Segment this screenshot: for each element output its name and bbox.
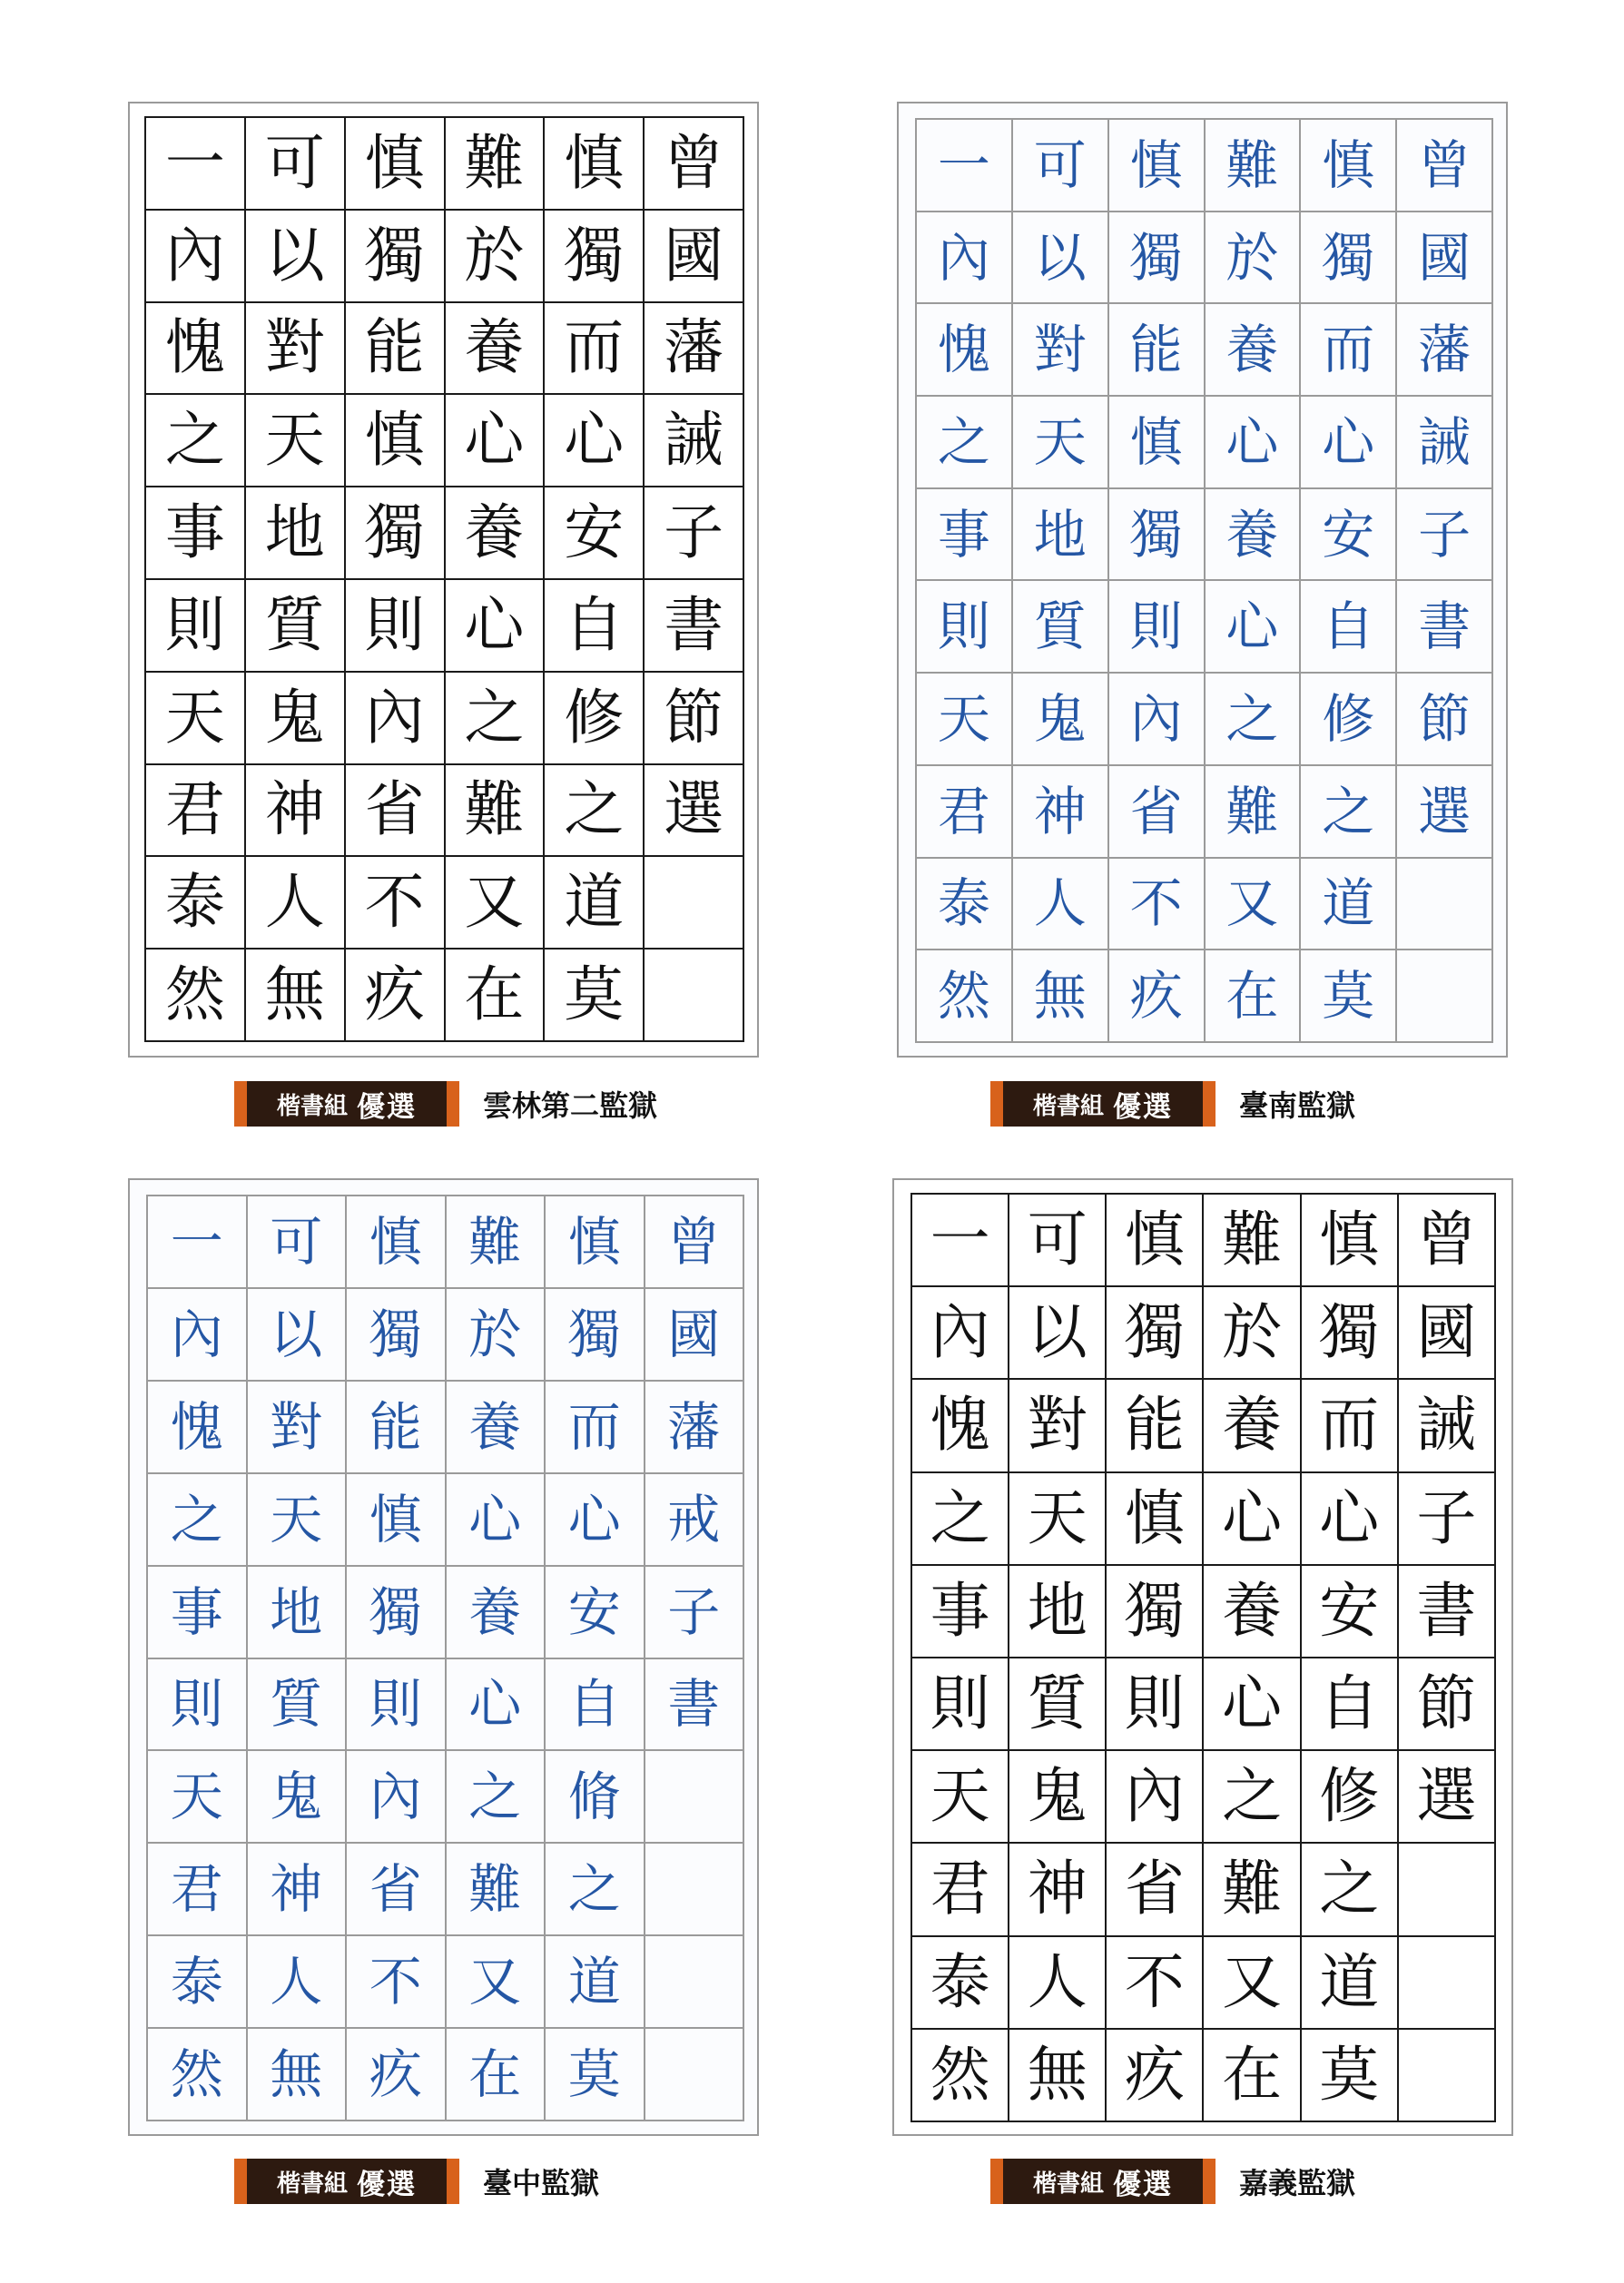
character-cell: 慎 — [1302, 1195, 1399, 1287]
character-cell: 天 — [148, 1751, 248, 1844]
character-cell: 慎 — [346, 118, 446, 211]
caption-main — [247, 1081, 447, 1127]
character-cell: 人 — [248, 1936, 348, 2029]
character-cell: 獨 — [1301, 212, 1397, 305]
institution-name: 臺南監獄 — [1239, 1088, 1356, 1123]
character-cell: 難 — [1204, 1195, 1301, 1287]
category-label: 楷書組 — [1032, 1092, 1104, 1120]
character-cell: 不 — [1109, 859, 1206, 951]
character-cell: 安 — [1302, 1566, 1399, 1658]
character-cell: 獨 — [347, 1567, 447, 1659]
character-cell: 國 — [645, 211, 744, 303]
character-cell: 而 — [545, 303, 645, 396]
character-cell: 獨 — [346, 211, 446, 303]
character-cell: 莫 — [1301, 950, 1397, 1043]
character-cell: 天 — [248, 1474, 348, 1567]
character-cell: 書 — [645, 580, 744, 673]
character-cell: 疚 — [346, 950, 446, 1042]
character-cell: 在 — [446, 950, 546, 1042]
caption-main — [247, 2159, 447, 2204]
character-cell: 心 — [446, 580, 546, 673]
character-cell: 神 — [1009, 1844, 1107, 1936]
character-cell: 對 — [246, 303, 346, 396]
character-cell: 質 — [1013, 581, 1109, 674]
character-cell: 一 — [148, 1196, 248, 1289]
character-cell: 天 — [246, 395, 346, 487]
character-cell: 難 — [447, 1196, 546, 1289]
character-cell: 心 — [1302, 1473, 1399, 1566]
character-cell: 莫 — [545, 950, 645, 1042]
character-cell: 節 — [1399, 1658, 1496, 1751]
character-cell: 之 — [1302, 1844, 1399, 1936]
character-cell: 對 — [1013, 304, 1109, 397]
empty-cell — [645, 1751, 745, 1844]
character-cell: 鬼 — [1009, 1751, 1107, 1844]
caption-stripe-right — [447, 2159, 459, 2204]
calligraphy-sheet — [897, 102, 1508, 1058]
character-cell: 在 — [1206, 950, 1302, 1043]
character-cell: 難 — [446, 118, 546, 211]
character-cell: 愧 — [148, 1382, 248, 1474]
empty-cell — [1399, 1844, 1496, 1936]
character-cell: 安 — [545, 487, 645, 580]
character-cell: 事 — [146, 487, 246, 580]
character-cell: 莫 — [546, 2029, 645, 2121]
character-cell: 省 — [346, 765, 446, 858]
character-cell: 獨 — [1109, 489, 1206, 582]
character-cell: 能 — [347, 1382, 447, 1474]
award-caption — [990, 2159, 1355, 2204]
award-label: 優選 — [357, 1090, 417, 1124]
character-cell: 不 — [347, 1936, 447, 2029]
character-cell: 又 — [1204, 1937, 1301, 2030]
character-cell: 之 — [1206, 674, 1302, 766]
character-cell: 則 — [912, 1658, 1009, 1751]
character-cell: 藩 — [645, 303, 744, 396]
character-cell: 修 — [1302, 1751, 1399, 1844]
character-cell: 然 — [146, 950, 246, 1042]
character-cell: 道 — [1301, 859, 1397, 951]
character-cell: 之 — [912, 1473, 1009, 1566]
character-cell: 泰 — [917, 859, 1013, 951]
character-cell: 則 — [148, 1659, 248, 1752]
character-cell: 質 — [1009, 1658, 1107, 1751]
character-cell: 心 — [446, 395, 546, 487]
character-cell: 節 — [1397, 674, 1493, 766]
caption-stripe-left — [234, 1081, 247, 1127]
character-cell: 於 — [1206, 212, 1302, 305]
award-label-bar — [990, 1081, 1216, 1127]
character-cell: 地 — [1009, 1566, 1107, 1658]
character-cell: 內 — [912, 1287, 1009, 1380]
character-cell: 曾 — [1399, 1195, 1496, 1287]
character-cell: 君 — [917, 766, 1013, 859]
character-cell: 心 — [447, 1474, 546, 1567]
character-cell: 又 — [1206, 859, 1302, 951]
character-cell: 疚 — [347, 2029, 447, 2121]
character-cell: 一 — [917, 120, 1013, 212]
character-cell: 之 — [1204, 1751, 1301, 1844]
empty-cell — [645, 1844, 745, 1936]
character-cell: 自 — [1301, 581, 1397, 674]
institution-name: 嘉義監獄 — [1239, 2166, 1356, 2200]
caption-main — [1003, 1081, 1203, 1127]
character-cell: 慎 — [1109, 397, 1206, 489]
character-cell: 愧 — [912, 1380, 1009, 1472]
category-label: 楷書組 — [276, 1092, 348, 1120]
character-cell: 神 — [248, 1844, 348, 1936]
character-cell: 疚 — [1107, 2030, 1204, 2122]
calligraphy-sheet — [128, 1178, 759, 2136]
character-cell: 脩 — [546, 1751, 645, 1844]
character-cell: 能 — [1107, 1380, 1204, 1472]
calligraphy-sheet — [128, 102, 759, 1058]
character-cell: 天 — [1009, 1473, 1107, 1566]
character-cell: 子 — [1397, 489, 1493, 582]
character-cell: 而 — [1302, 1380, 1399, 1472]
caption-main — [1003, 2159, 1203, 2204]
character-cell: 選 — [645, 765, 744, 858]
character-cell: 無 — [248, 2029, 348, 2121]
character-cell: 選 — [1397, 766, 1493, 859]
character-cell: 在 — [1204, 2030, 1301, 2122]
character-cell: 無 — [1013, 950, 1109, 1043]
character-cell: 節 — [645, 673, 744, 765]
character-cell: 事 — [148, 1567, 248, 1659]
character-cell: 天 — [912, 1751, 1009, 1844]
character-grid — [910, 1193, 1496, 2122]
character-cell: 人 — [1009, 1937, 1107, 2030]
character-cell: 養 — [1204, 1380, 1301, 1472]
character-cell: 難 — [1206, 120, 1302, 212]
character-cell: 獨 — [1107, 1566, 1204, 1658]
character-cell: 養 — [1204, 1566, 1301, 1658]
character-cell: 慎 — [545, 118, 645, 211]
character-cell: 不 — [346, 857, 446, 950]
character-cell: 以 — [1009, 1287, 1107, 1380]
character-cell: 難 — [1204, 1844, 1301, 1936]
character-cell: 一 — [146, 118, 246, 211]
character-cell: 書 — [645, 1659, 745, 1752]
character-cell: 內 — [346, 673, 446, 765]
institution-name: 臺中監獄 — [483, 2166, 600, 2200]
category-label: 楷書組 — [276, 2170, 348, 2198]
character-cell: 慎 — [546, 1196, 645, 1289]
character-cell: 在 — [447, 2029, 546, 2121]
character-cell: 曾 — [645, 118, 744, 211]
character-cell: 誡 — [645, 395, 744, 487]
category-label: 楷書組 — [1032, 2170, 1104, 2198]
character-cell: 子 — [645, 1567, 745, 1659]
character-cell: 疚 — [1109, 950, 1206, 1043]
character-cell: 養 — [1206, 304, 1302, 397]
character-cell: 天 — [146, 673, 246, 765]
award-label: 優選 — [357, 2168, 417, 2201]
character-cell: 國 — [1399, 1287, 1496, 1380]
character-cell: 能 — [1109, 304, 1206, 397]
character-cell: 自 — [545, 580, 645, 673]
character-cell: 養 — [1206, 489, 1302, 582]
character-cell: 則 — [917, 581, 1013, 674]
caption-stripe-left — [990, 2159, 1003, 2204]
empty-cell — [1399, 1937, 1496, 2030]
character-cell: 安 — [1301, 489, 1397, 582]
character-cell: 愧 — [917, 304, 1013, 397]
caption-stripe-left — [234, 2159, 247, 2204]
award-caption — [234, 1081, 657, 1127]
character-cell: 慎 — [346, 395, 446, 487]
character-cell: 獨 — [1302, 1287, 1399, 1380]
character-cell: 君 — [148, 1844, 248, 1936]
character-cell: 地 — [248, 1567, 348, 1659]
character-cell: 地 — [1013, 489, 1109, 582]
character-cell: 養 — [447, 1567, 546, 1659]
character-cell: 事 — [912, 1566, 1009, 1658]
character-cell: 心 — [545, 395, 645, 487]
character-cell: 泰 — [912, 1937, 1009, 2030]
character-cell: 慎 — [347, 1196, 447, 1289]
character-cell: 然 — [148, 2029, 248, 2121]
character-cell: 而 — [546, 1382, 645, 1474]
character-grid — [144, 116, 744, 1042]
character-cell: 天 — [1013, 397, 1109, 489]
character-cell: 之 — [545, 765, 645, 858]
character-cell: 之 — [148, 1474, 248, 1567]
character-cell: 省 — [347, 1844, 447, 1936]
character-cell: 養 — [447, 1382, 546, 1474]
character-cell: 內 — [1107, 1751, 1204, 1844]
character-grid — [915, 118, 1493, 1043]
character-cell: 養 — [446, 303, 546, 396]
character-cell: 心 — [546, 1474, 645, 1567]
character-cell: 獨 — [1107, 1287, 1204, 1380]
character-cell: 難 — [447, 1844, 546, 1936]
character-cell: 之 — [546, 1844, 645, 1936]
character-cell: 慎 — [1107, 1195, 1204, 1287]
empty-cell — [1399, 2030, 1496, 2122]
character-cell: 心 — [1206, 397, 1302, 489]
character-cell: 莫 — [1302, 2030, 1399, 2122]
character-cell: 以 — [246, 211, 346, 303]
award-caption — [234, 2159, 599, 2204]
character-cell: 藩 — [645, 1382, 745, 1474]
character-cell: 於 — [446, 211, 546, 303]
character-cell: 鬼 — [248, 1751, 348, 1844]
character-cell: 誡 — [1397, 397, 1493, 489]
character-cell: 藩 — [1397, 304, 1493, 397]
character-cell: 於 — [447, 1289, 546, 1382]
award-label-bar — [234, 2159, 459, 2204]
character-cell: 質 — [246, 580, 346, 673]
character-cell: 可 — [246, 118, 346, 211]
character-cell: 對 — [248, 1382, 348, 1474]
character-cell: 曾 — [645, 1196, 745, 1289]
empty-cell — [1397, 950, 1493, 1043]
character-cell: 戒 — [645, 1474, 745, 1567]
character-cell: 難 — [1206, 766, 1302, 859]
character-cell: 自 — [1302, 1658, 1399, 1751]
calligraphy-sheet — [892, 1178, 1513, 2136]
character-cell: 以 — [1013, 212, 1109, 305]
character-cell: 內 — [347, 1751, 447, 1844]
character-cell: 不 — [1107, 1937, 1204, 2030]
empty-cell — [645, 1936, 745, 2029]
character-cell: 道 — [546, 1936, 645, 2029]
character-cell: 地 — [246, 487, 346, 580]
character-cell: 書 — [1397, 581, 1493, 674]
character-cell: 又 — [447, 1936, 546, 2029]
character-cell: 道 — [545, 857, 645, 950]
empty-cell — [645, 2029, 745, 2121]
character-cell: 則 — [146, 580, 246, 673]
character-cell: 曾 — [1397, 120, 1493, 212]
empty-cell — [645, 857, 744, 950]
character-cell: 內 — [146, 211, 246, 303]
award-label: 優選 — [1113, 1090, 1173, 1124]
institution-name: 雲林第二監獄 — [483, 1088, 658, 1123]
character-cell: 之 — [1301, 766, 1397, 859]
character-cell: 心 — [1204, 1658, 1301, 1751]
character-cell: 獨 — [545, 211, 645, 303]
character-cell: 子 — [645, 487, 744, 580]
character-cell: 心 — [1204, 1473, 1301, 1566]
character-cell: 然 — [912, 2030, 1009, 2122]
caption-stripe-right — [1203, 1081, 1216, 1127]
character-cell: 質 — [248, 1659, 348, 1752]
character-cell: 之 — [917, 397, 1013, 489]
character-cell: 又 — [446, 857, 546, 950]
character-cell: 泰 — [148, 1936, 248, 2029]
character-cell: 自 — [546, 1659, 645, 1752]
character-cell: 獨 — [1109, 212, 1206, 305]
character-cell: 鬼 — [1013, 674, 1109, 766]
character-cell: 神 — [246, 765, 346, 858]
character-cell: 則 — [1107, 1658, 1204, 1751]
character-cell: 鬼 — [246, 673, 346, 765]
character-cell: 心 — [1206, 581, 1302, 674]
character-cell: 能 — [346, 303, 446, 396]
character-cell: 而 — [1301, 304, 1397, 397]
character-cell: 難 — [446, 765, 546, 858]
character-cell: 國 — [1397, 212, 1493, 305]
caption-stripe-right — [447, 1081, 459, 1127]
character-cell: 可 — [1009, 1195, 1107, 1287]
award-label-bar — [234, 1081, 459, 1127]
character-cell: 安 — [546, 1567, 645, 1659]
character-cell: 慎 — [1109, 120, 1206, 212]
character-grid — [146, 1195, 744, 2121]
character-cell: 獨 — [347, 1289, 447, 1382]
character-cell: 養 — [446, 487, 546, 580]
character-cell: 之 — [447, 1751, 546, 1844]
character-cell: 之 — [446, 673, 546, 765]
character-cell: 心 — [1301, 397, 1397, 489]
character-cell: 獨 — [346, 487, 446, 580]
character-cell: 內 — [917, 212, 1013, 305]
character-cell: 君 — [146, 765, 246, 858]
character-cell: 一 — [912, 1195, 1009, 1287]
character-cell: 則 — [1109, 581, 1206, 674]
character-cell: 愧 — [146, 303, 246, 396]
character-cell: 選 — [1399, 1751, 1496, 1844]
character-cell: 心 — [447, 1659, 546, 1752]
character-cell: 則 — [347, 1659, 447, 1752]
character-cell: 可 — [248, 1196, 348, 1289]
caption-stripe-right — [1203, 2159, 1216, 2204]
character-cell: 內 — [1109, 674, 1206, 766]
character-cell: 人 — [1013, 859, 1109, 951]
character-cell: 省 — [1109, 766, 1206, 859]
caption-stripe-left — [990, 1081, 1003, 1127]
character-cell: 省 — [1107, 1844, 1204, 1936]
character-cell: 天 — [917, 674, 1013, 766]
award-label: 優選 — [1113, 2168, 1173, 2201]
character-cell: 泰 — [146, 857, 246, 950]
character-cell: 慎 — [1107, 1473, 1204, 1566]
character-cell: 修 — [1301, 674, 1397, 766]
character-cell: 事 — [917, 489, 1013, 582]
character-cell: 然 — [917, 950, 1013, 1043]
character-cell: 以 — [248, 1289, 348, 1382]
character-cell: 慎 — [1301, 120, 1397, 212]
character-cell: 獨 — [546, 1289, 645, 1382]
character-cell: 於 — [1204, 1287, 1301, 1380]
character-cell: 神 — [1013, 766, 1109, 859]
character-cell: 慎 — [347, 1474, 447, 1567]
award-label-bar — [990, 2159, 1216, 2204]
character-cell: 之 — [146, 395, 246, 487]
character-cell: 書 — [1399, 1566, 1496, 1658]
character-cell: 則 — [346, 580, 446, 673]
character-cell: 修 — [545, 673, 645, 765]
character-cell: 君 — [912, 1844, 1009, 1936]
character-cell: 國 — [645, 1289, 745, 1382]
empty-cell — [1397, 859, 1493, 951]
character-cell: 道 — [1302, 1937, 1399, 2030]
character-cell: 可 — [1013, 120, 1109, 212]
award-caption — [990, 1081, 1355, 1127]
character-cell: 子 — [1399, 1473, 1496, 1566]
character-cell: 誡 — [1399, 1380, 1496, 1472]
empty-cell — [645, 950, 744, 1042]
character-cell: 內 — [148, 1289, 248, 1382]
character-cell: 人 — [246, 857, 346, 950]
character-cell: 無 — [246, 950, 346, 1042]
character-cell: 無 — [1009, 2030, 1107, 2122]
character-cell: 對 — [1009, 1380, 1107, 1472]
